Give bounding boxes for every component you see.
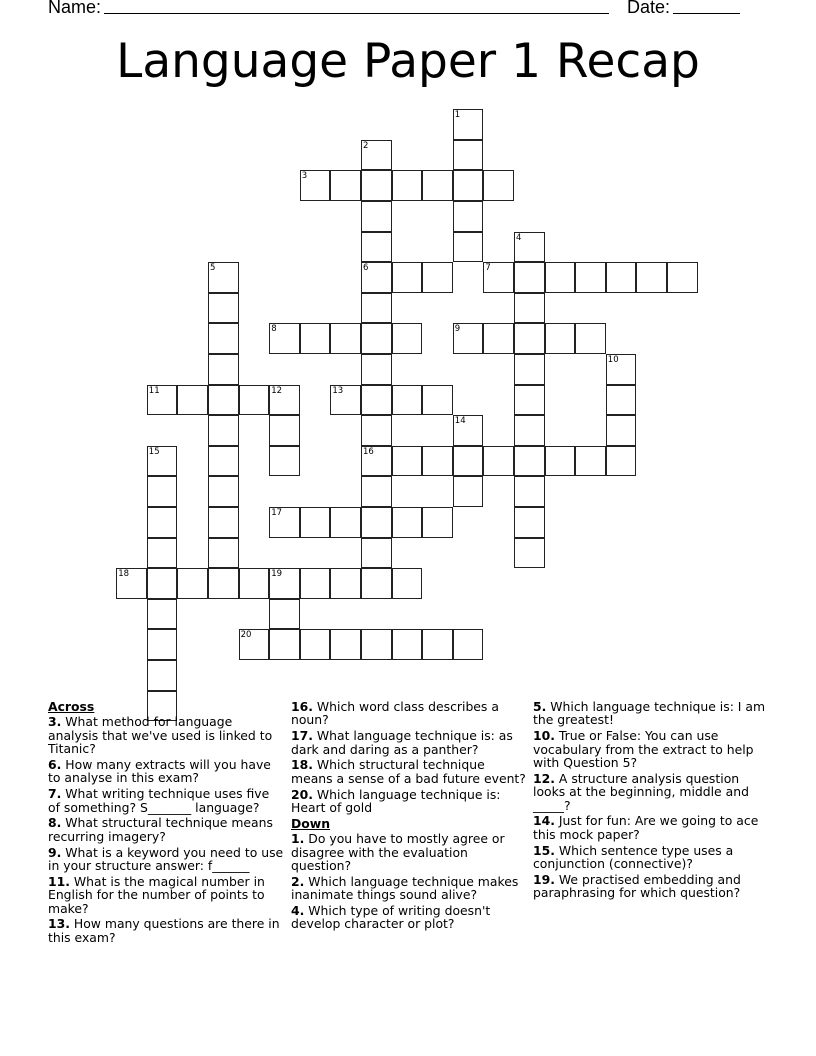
crossword-cell[interactable] [422,446,453,477]
crossword-cell[interactable] [575,446,606,477]
crossword-cell[interactable] [483,170,514,201]
crossword-cell[interactable] [147,446,178,477]
clue-across-20 [291,788,527,815]
crossword-cell[interactable] [453,201,484,232]
crossword-cell[interactable] [208,568,239,599]
crossword-cell[interactable] [422,262,453,293]
clue-number: 9. [48,844,62,860]
crossword-cell[interactable] [392,262,423,293]
clue-across-7 [48,787,284,814]
crossword-cell[interactable] [361,629,392,660]
crossword-cell[interactable] [147,660,178,691]
clue-number: 10. [533,728,555,744]
crossword-cell[interactable] [392,507,423,538]
clue-number: 2. [291,873,305,889]
crossword-cell[interactable] [147,599,178,630]
crossword-cell[interactable] [330,629,361,660]
clue-text: We practised embedding and paraphrasing for which question? [533,871,741,901]
crossword-cell[interactable] [330,568,361,599]
cell-number: 11 [148,385,160,396]
crossword-cell[interactable] [361,232,392,263]
crossword-cell[interactable] [606,354,637,385]
crossword-cell[interactable] [361,507,392,538]
crossword-cell[interactable] [300,568,331,599]
crossword-cell[interactable] [269,415,300,446]
crossword-cell[interactable] [269,507,300,538]
cell-number: 9 [454,324,461,335]
clue-down-14 [533,814,769,841]
crossword-cell[interactable] [147,538,178,569]
crossword-cell[interactable] [361,354,392,385]
clue-number: 11. [48,873,70,889]
crossword-cell[interactable] [361,170,392,201]
crossword-cell[interactable] [453,446,484,477]
clue-text: True or False: You can use vocabulary from the extract to help with Question 5? [533,728,754,771]
crossword-cell[interactable] [422,507,453,538]
crossword-cell[interactable] [575,262,606,293]
crossword-cell[interactable] [545,262,576,293]
clue-text: Which structural technique means a sense of a bad future event? [291,757,526,786]
clue-number: 16. [291,699,313,714]
down-heading: Down [291,815,331,831]
clue-number: 19. [533,871,555,887]
crossword-cell[interactable] [606,262,637,293]
clues-column-2 [291,700,527,933]
clue-down-12 [533,772,769,812]
crossword-cell[interactable] [361,446,392,477]
crossword-cell[interactable] [147,568,178,599]
crossword-cell[interactable] [361,415,392,446]
clue-text: What is the magical number in English for the number of points to make? [48,873,265,916]
cell-number: 12 [271,385,283,396]
cell-number: 18 [118,569,130,580]
crossword-cell[interactable] [422,170,453,201]
crossword-cell[interactable] [147,476,178,507]
crossword-cell[interactable] [514,232,545,263]
clue-number: 1. [291,831,305,847]
crossword-cell[interactable] [208,476,239,507]
crossword-cell[interactable] [514,293,545,324]
cell-number: 10 [607,355,619,365]
crossword-cell[interactable] [269,568,300,599]
crossword-cell[interactable] [514,354,545,385]
crossword-cell[interactable] [116,568,147,599]
crossword-cell[interactable] [483,323,514,354]
crossword-cell[interactable] [361,201,392,232]
clue-across-16 [291,700,527,727]
crossword-cell[interactable] [392,629,423,660]
cell-number: 19 [271,569,283,580]
clue-text: What method for language analysis that we've used is linked to Titanic? [48,714,273,757]
crossword-cell[interactable] [269,599,300,630]
crossword-cell[interactable] [453,323,484,354]
crossword-cell[interactable] [453,232,484,263]
clue-across-8 [48,816,284,843]
crossword-cell[interactable] [361,476,392,507]
cell-number: 16 [363,446,374,457]
crossword-cell[interactable] [300,629,331,660]
crossword-cell[interactable] [392,170,423,201]
clue-across-18 [291,758,527,785]
clue-across-3 [48,715,284,755]
crossword-cell[interactable] [514,415,545,446]
clue-down-2 [291,875,527,902]
clue-text: Which language technique is: I am the greatest! [533,699,766,728]
clue-number: 15. [533,842,555,858]
page-title: Language Paper 1 Recap [116,34,700,89]
cell-number: 5 [210,263,216,274]
crossword-cell[interactable] [667,262,698,293]
clue-down-10 [533,729,769,769]
clue-number: 6. [48,757,62,773]
crossword-cell[interactable] [453,109,484,140]
crossword-cell[interactable] [147,385,178,416]
clue-text: What structural technique means recurring imagery? [48,815,273,844]
crossword-cell[interactable] [514,446,545,477]
clue-number: 12. [533,770,555,786]
clue-number: 18. [291,757,313,773]
clue-across-6 [48,758,284,785]
crossword-cell[interactable] [361,538,392,569]
crossword-cell[interactable] [361,262,392,293]
crossword-cell[interactable] [514,507,545,538]
crossword-cell[interactable] [147,629,178,660]
clue-number: 7. [48,786,62,802]
crossword-cell[interactable] [269,385,300,416]
crossword-cell[interactable] [361,140,392,171]
crossword-cell[interactable] [239,629,270,660]
crossword-cell[interactable] [300,507,331,538]
crossword-cell[interactable] [606,415,637,446]
cell-number: 1 [454,110,461,121]
crossword-cell[interactable] [453,415,484,446]
clue-down-1 [291,832,527,872]
clue-text: Which word class describes a noun? [291,699,499,728]
crossword-cell[interactable] [239,568,270,599]
name-label: Name: [48,0,102,17]
clue-text: Which type of writing doesn't develop character or plot? [291,903,491,932]
crossword-cell[interactable] [208,323,239,354]
clue-number: 3. [48,714,62,730]
clue-across-17 [291,729,527,756]
clue-text: What language technique is: as dark and daring as a panther? [291,728,513,757]
cell-number: 6 [363,263,369,274]
clue-text: Do you have to mostly agree or disagree with the evaluation question? [291,831,505,874]
crossword-cell[interactable] [177,568,208,599]
crossword-cell[interactable] [392,323,423,354]
crossword-cell[interactable] [208,415,239,446]
date-label: Date: [627,0,671,17]
clues-column-1 [48,700,284,947]
clue-number: 5. [533,699,547,714]
crossword-cell[interactable] [177,385,208,416]
cell-number: 4 [516,232,522,243]
clue-text: Which language technique is: Heart of gold [291,786,501,816]
crossword-cell[interactable] [422,629,453,660]
crossword-cell[interactable] [453,170,484,201]
crossword-cell[interactable] [208,385,239,416]
cell-number: 20 [240,630,252,641]
crossword-cell[interactable] [361,385,392,416]
across-heading: Across [48,699,95,714]
crossword-cell[interactable] [361,323,392,354]
crossword-cell[interactable] [453,476,484,507]
crossword-cell[interactable] [392,385,423,416]
clue-down-5 [533,700,769,727]
crossword-cell[interactable] [330,385,361,416]
crossword-cell[interactable] [606,385,637,416]
crossword-cell[interactable] [361,568,392,599]
clue-text: A structure analysis question looks at the beginning, middle and _____? [533,770,749,813]
clue-text: Which language technique makes inanimate things sound alive? [291,873,519,903]
clue-number: 8. [48,815,62,831]
crossword-cell[interactable] [483,262,514,293]
clue-number: 17. [291,728,313,744]
crossword-cell[interactable] [330,170,361,201]
clue-across-11 [48,875,284,915]
crossword-cell[interactable] [636,262,667,293]
crossword-cell[interactable] [239,385,270,416]
crossword-cell[interactable] [392,446,423,477]
clue-text: How many extracts will you have to analyse in this exam? [48,757,271,786]
crossword-cell[interactable] [269,446,300,477]
clues-column-3 [533,700,769,902]
crossword-cell[interactable] [392,568,423,599]
cell-number: 14 [454,416,466,427]
crossword-cell[interactable] [453,140,484,171]
clue-down-19 [533,873,769,900]
cell-number: 8 [271,324,277,335]
clue-number: 4. [291,903,305,919]
clue-across-13 [48,917,284,944]
crossword-cell[interactable] [269,629,300,660]
cell-number: 13 [332,385,344,396]
crossword-cell[interactable] [330,507,361,538]
crossword-cell[interactable] [208,446,239,477]
clue-number: 20. [291,786,313,802]
crossword-cell[interactable] [300,170,331,201]
crossword-cell[interactable] [483,446,514,477]
clue-text: What writing technique uses five of something? S_______ language? [48,786,270,815]
crossword-cell[interactable] [269,323,300,354]
crossword-cell[interactable] [208,507,239,538]
crossword-cell[interactable] [514,476,545,507]
crossword-cell[interactable] [300,323,331,354]
clue-text: What is a keyword you need to use in your structure answer: f______ [48,844,284,874]
cell-number: 7 [485,263,491,274]
crossword-cell[interactable] [147,507,178,538]
cell-number: 17 [271,508,283,518]
clue-number: 14. [533,813,555,829]
clue-across-9 [48,846,284,873]
crossword-cell[interactable] [208,354,239,385]
crossword-cell[interactable] [453,629,484,660]
cell-number: 3 [301,171,308,182]
crossword-cell[interactable] [545,446,576,477]
clue-down-4 [291,904,527,931]
crossword-cell[interactable] [208,538,239,569]
crossword-cell[interactable] [606,446,637,477]
clue-number: 13. [48,916,70,932]
crossword-cell[interactable] [545,323,576,354]
clue-text: Just for fun: Are we going to ace this mock paper? [533,813,759,842]
cell-number: 2 [363,140,369,151]
clue-text: Which sentence type uses a conjunction (connective)? [533,842,734,872]
crossword-cell[interactable] [514,538,545,569]
cell-number: 15 [148,446,160,457]
clue-text: How many questions are there in this exam? [48,916,280,945]
clue-down-15 [533,844,769,871]
crossword-cell[interactable] [208,293,239,324]
crossword-cell[interactable] [575,323,606,354]
crossword-cell[interactable] [514,262,545,293]
crossword-cell[interactable] [330,323,361,354]
crossword-cell[interactable] [514,385,545,416]
crossword-cell[interactable] [514,323,545,354]
crossword-cell[interactable] [361,293,392,324]
crossword-cell[interactable] [422,385,453,416]
crossword-cell[interactable] [208,262,239,293]
